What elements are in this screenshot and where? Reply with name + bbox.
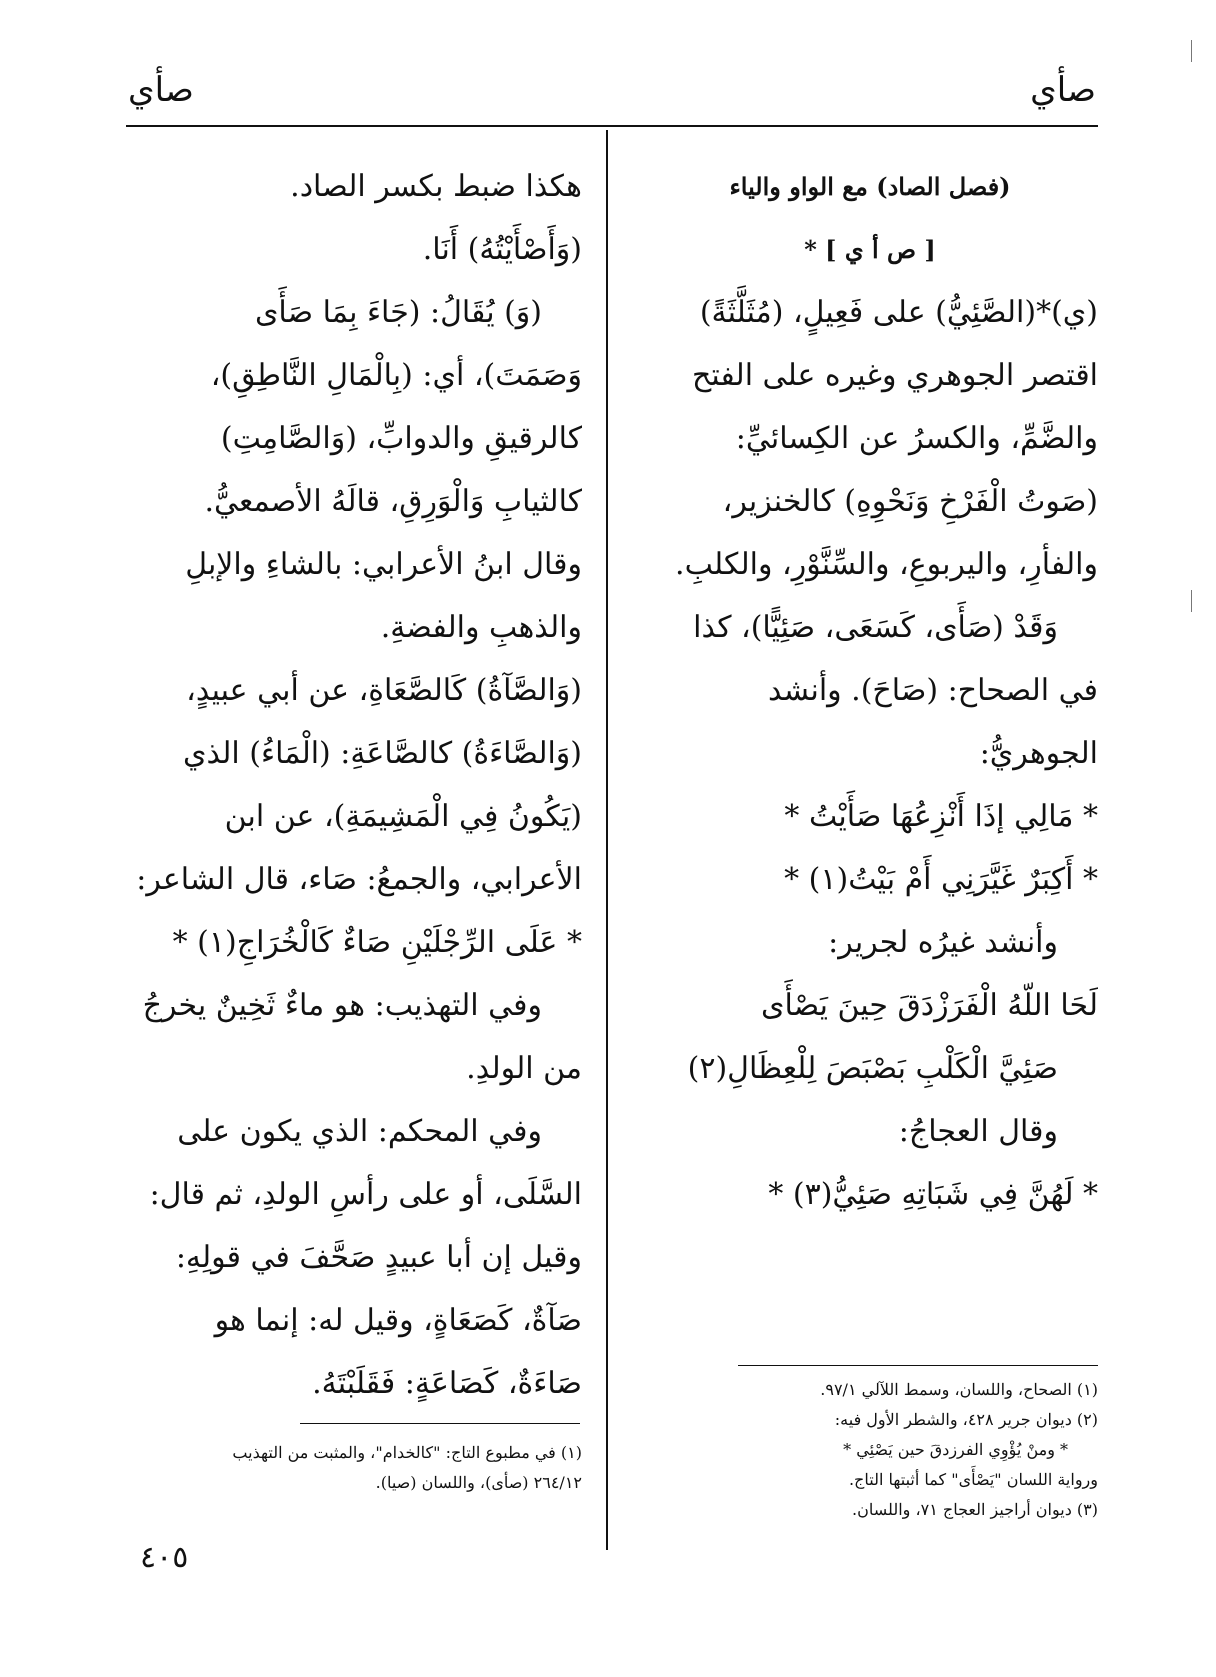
verse-line: * عَلَى الرِّجْلَيْنِ صَاءٌ كَالْخُرَاجِ(١) * (172, 925, 582, 960)
text-line: (وَالصَّاءَةُ) كالصَّاعَةِ: (الْمَاءُ) الذي (183, 736, 582, 771)
footnote: (٣) ديوان أراجيز العجاج ٧١، واللسان. (852, 1500, 1098, 1519)
text-line: (صَوتُ الْفَرْخِ وَنَحْوِهِ) كالخنزير، (722, 484, 1098, 519)
text-line: والفأرِ، واليربوعِ، والسِّنَّوْرِ، والكلبِ. (675, 547, 1098, 582)
verse-line: * مَالِي إذَا أَنْزِعُهَا صَأَيْتُ * (784, 799, 1098, 834)
left-column (126, 155, 582, 1415)
text-line: من الولدِ. (466, 1051, 582, 1086)
verse-line: لَحَا اللّهُ الْفَرَزْدَقَ حِينَ يَصْأَى (760, 988, 1098, 1023)
entry-heading: [ ص أ ي ] * (804, 235, 936, 264)
right-column (642, 155, 1098, 1226)
text-line: (وَأَصْأَيْتُهُ) أَنَا. (422, 232, 582, 267)
text-line: اقتصر الجوهري وغيره على الفتح (691, 358, 1098, 393)
text-line: وقيل إن أبا عبيدٍ صَحَّفَ في قولِهِ: (175, 1240, 582, 1275)
footnote: (١) في مطبوع التاج: "كالخدام"، والمثبت من التهذيب (232, 1443, 582, 1462)
text-line: صَآةٌ، كَصَعَاةٍ، وقيل له: إنما هو (214, 1303, 582, 1338)
text-line: وَصَمَتَ)، أي: (بِالْمَالِ النَّاطِقِ)، (210, 358, 582, 393)
text-line: وقال العجاجُ: (898, 1114, 1058, 1149)
section-heading: (فصل الصاد) مع الواو والياء (729, 172, 1011, 201)
text-line: (يَكُونُ فِي الْمَشِيمَةِ)، عن ابن (224, 799, 582, 834)
text-line: السَّلَى، أو على رأسِ الولدِ، ثم قال: (149, 1177, 582, 1212)
text-line: صَاءَةٌ، كَصَاعَةٍ: فَقَلَبْتَهُ. (312, 1366, 582, 1401)
text-line: (وَ) يُقَالُ: (جَاءَ بِمَا صَأَى (254, 295, 542, 330)
scan-mark (1191, 590, 1192, 612)
text-line: وقال ابنُ الأعرابي: بالشاءِ والإبلِ (185, 547, 582, 582)
footnote: ٢٦٤/١٢ (صأى)، واللسان (صيا). (375, 1473, 582, 1492)
text-line: وفي المحكم: الذي يكون على (177, 1114, 542, 1149)
running-header-right: صأي (1030, 70, 1096, 110)
footnote: ورواية اللسان "يَصْأَى" كما أثبتها التاج. (848, 1470, 1098, 1489)
footnote: * ومنْ يُؤْوِي الفرزدقَ حين يَصْئِي * (843, 1440, 1068, 1459)
text-line: هكذا ضبط بكسر الصاد. (290, 169, 582, 204)
text-line: وَقَدْ (صَأَى، كَسَعَى، صَئِيًّا)، كذا (693, 610, 1058, 645)
text-line: وفي التهذيب: هو ماءٌ ثَخِينٌ يخرجُ (142, 988, 542, 1023)
footnote: (١) الصحاح، واللسان، وسمط اللآلي ٩٧/١. (820, 1380, 1098, 1399)
column-divider (606, 130, 608, 1550)
text-line: والذهبِ والفضةِ. (380, 610, 582, 645)
page-number: ٤٠٥ (140, 1540, 189, 1575)
text-line: والضَّمِّ، والكسرُ عن الكِسائيِّ: (735, 421, 1098, 456)
text-line: في الصحاح: (صَاحَ). وأنشد (767, 673, 1098, 708)
verse-line: صَئِيَّ الْكَلْبِ بَصْبَصَ لِلْعِظَالِ(٢) (687, 1051, 1058, 1086)
footnotes-right (638, 1375, 1098, 1525)
text-line: الأعرابي، والجمعُ: صَاء، قال الشاعر: (136, 862, 582, 897)
text-line: كالرقيقِ والدوابِّ، (وَالصَّامِتِ) (220, 421, 582, 456)
text-line: كالثيابِ وَالْوَرِقِ، قالَهُ الأصمعيُّ. (204, 484, 582, 519)
running-header-left: صأي (128, 70, 194, 110)
scan-mark (1191, 40, 1192, 62)
text-line: (ي)*(الصَّئِيُّ) على فَعِيلٍ، (مُثَلَّثَةً) (699, 295, 1098, 330)
footnotes-left (126, 1438, 582, 1498)
text-line: وأنشد غيرُه لجرير: (828, 925, 1058, 960)
footnote-rule-right (738, 1365, 1098, 1366)
verse-line: * لَهُنَّ فِي شَبَاتِهِ صَئِيُّ(٣) * (768, 1177, 1098, 1212)
header-rule (126, 125, 1098, 127)
footnote-rule-left (300, 1423, 580, 1424)
footnote: (٢) ديوان جرير ٤٢٨، والشطر الأول فيه: (834, 1410, 1098, 1429)
text-line: الجوهريُّ: (979, 736, 1098, 771)
verse-line: * أَكِبَرٌ غَيَّرَنِي أَمْ بَيْتُ(١) * (784, 862, 1098, 897)
text-line: (وَالصَّآةُ) كَالصَّعَاةِ، عن أبي عبيدٍ، (186, 673, 582, 708)
